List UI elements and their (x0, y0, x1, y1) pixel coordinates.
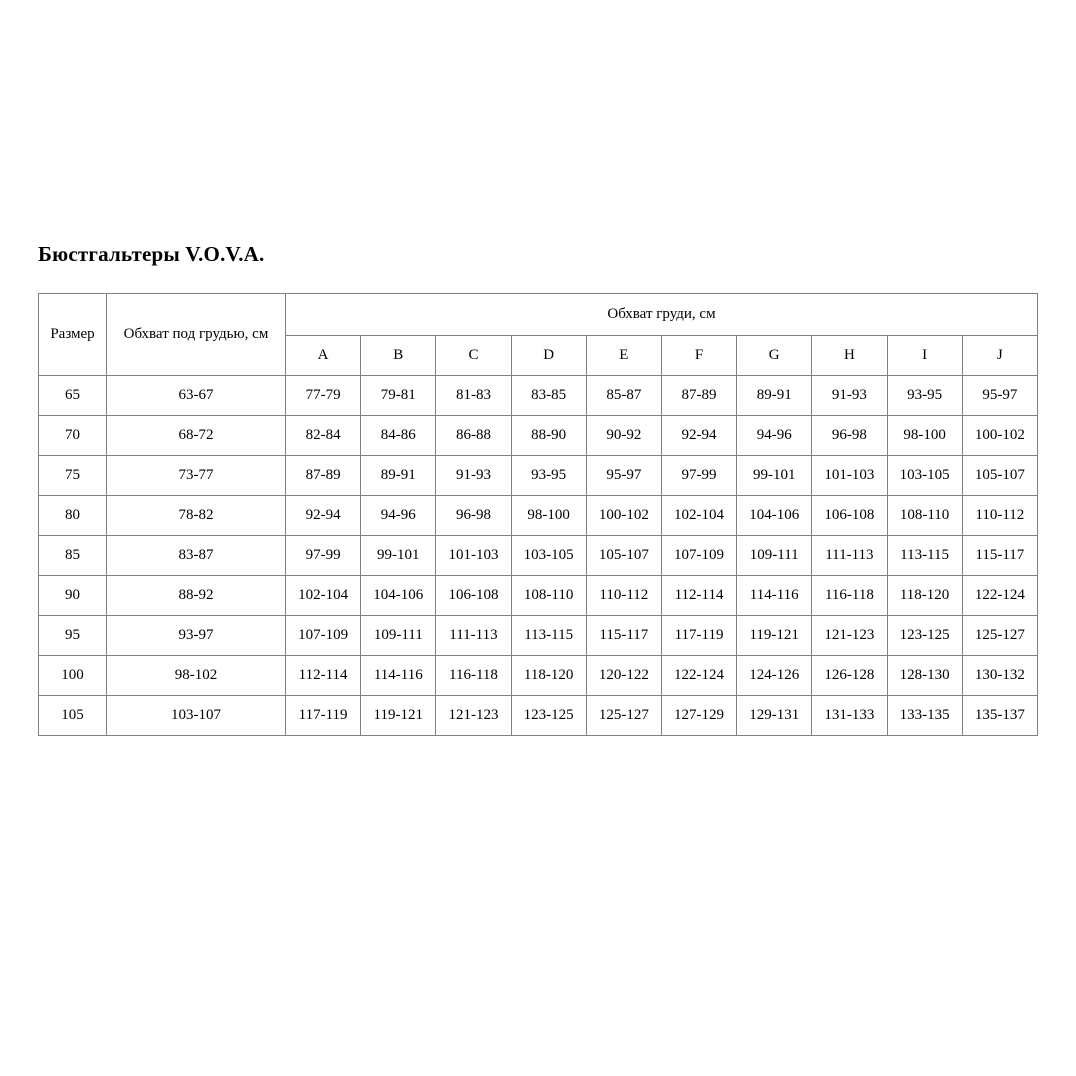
size-cell: 75 (39, 456, 107, 496)
bust-range-cell: 92-94 (286, 496, 361, 536)
bust-range-cell: 104-106 (361, 576, 436, 616)
bust-range-cell: 88-90 (511, 416, 586, 456)
bust-range-cell: 85-87 (586, 376, 661, 416)
cup-column-header-e: E (586, 336, 661, 376)
bust-range-cell: 102-104 (286, 576, 361, 616)
bust-range-cell: 91-93 (436, 456, 511, 496)
bust-range-cell: 91-93 (812, 376, 887, 416)
table-row-size-70 (39, 416, 1038, 456)
underbust-range-cell: 78-82 (107, 496, 286, 536)
bust-range-cell: 118-120 (887, 576, 962, 616)
bust-range-cell: 125-127 (586, 696, 661, 736)
bust-range-cell: 81-83 (436, 376, 511, 416)
bust-range-cell: 89-91 (737, 376, 812, 416)
bust-range-cell: 104-106 (737, 496, 812, 536)
size-cell: 100 (39, 656, 107, 696)
underbust-range-cell: 68-72 (107, 416, 286, 456)
table-row-size-95 (39, 616, 1038, 656)
bust-range-cell: 105-107 (962, 456, 1037, 496)
bust-range-cell: 112-114 (661, 576, 736, 616)
bust-range-cell: 121-123 (812, 616, 887, 656)
bust-range-cell: 100-102 (586, 496, 661, 536)
bust-range-cell: 127-129 (661, 696, 736, 736)
bust-range-cell: 94-96 (361, 496, 436, 536)
bust-range-cell: 119-121 (737, 616, 812, 656)
header-group-row (39, 294, 1038, 336)
bust-range-cell: 98-100 (887, 416, 962, 456)
cup-column-header-g: G (737, 336, 812, 376)
bust-range-cell: 123-125 (887, 616, 962, 656)
cup-column-header-c: C (436, 336, 511, 376)
bust-range-cell: 117-119 (661, 616, 736, 656)
bust-range-cell: 99-101 (361, 536, 436, 576)
bust-range-cell: 86-88 (436, 416, 511, 456)
bust-range-cell: 79-81 (361, 376, 436, 416)
bust-range-cell: 95-97 (586, 456, 661, 496)
bust-range-cell: 106-108 (436, 576, 511, 616)
bust-range-cell: 114-116 (361, 656, 436, 696)
bust-range-cell: 116-118 (436, 656, 511, 696)
bust-range-cell: 122-124 (661, 656, 736, 696)
bust-range-cell: 111-113 (812, 536, 887, 576)
underbust-range-cell: 88-92 (107, 576, 286, 616)
cup-column-header-h: H (812, 336, 887, 376)
underbust-range-cell: 103-107 (107, 696, 286, 736)
bust-range-cell: 99-101 (737, 456, 812, 496)
bust-range-cell: 124-126 (737, 656, 812, 696)
bust-range-cell: 110-112 (586, 576, 661, 616)
size-cell: 70 (39, 416, 107, 456)
size-column-header: Размер (39, 294, 107, 376)
bust-range-cell: 105-107 (586, 536, 661, 576)
size-cell: 65 (39, 376, 107, 416)
bust-range-cell: 100-102 (962, 416, 1037, 456)
bust-range-cell: 130-132 (962, 656, 1037, 696)
bust-range-cell: 83-85 (511, 376, 586, 416)
size-cell: 95 (39, 616, 107, 656)
bust-range-cell: 93-95 (511, 456, 586, 496)
underbust-column-header: Обхват под грудью, см (107, 294, 286, 376)
cup-column-header-j: J (962, 336, 1037, 376)
bust-range-cell: 97-99 (286, 536, 361, 576)
size-chart-table (38, 293, 1038, 736)
table-row-size-65 (39, 376, 1038, 416)
bust-range-cell: 103-105 (887, 456, 962, 496)
bust-range-cell: 108-110 (887, 496, 962, 536)
size-chart-body (39, 376, 1038, 736)
cup-column-header-a: A (286, 336, 361, 376)
table-row-size-100 (39, 656, 1038, 696)
bust-range-cell: 98-100 (511, 496, 586, 536)
bust-range-cell: 135-137 (962, 696, 1037, 736)
bust-range-cell: 93-95 (887, 376, 962, 416)
bust-range-cell: 116-118 (812, 576, 887, 616)
bust-range-cell: 125-127 (962, 616, 1037, 656)
bust-range-cell: 118-120 (511, 656, 586, 696)
table-row-size-80 (39, 496, 1038, 536)
bust-range-cell: 101-103 (812, 456, 887, 496)
bust-range-cell: 96-98 (812, 416, 887, 456)
cup-column-header-d: D (511, 336, 586, 376)
bust-range-cell: 94-96 (737, 416, 812, 456)
underbust-range-cell: 98-102 (107, 656, 286, 696)
bust-range-cell: 121-123 (436, 696, 511, 736)
bust-range-cell: 84-86 (361, 416, 436, 456)
bust-range-cell: 103-105 (511, 536, 586, 576)
bust-range-cell: 102-104 (661, 496, 736, 536)
size-cell: 85 (39, 536, 107, 576)
bust-range-cell: 128-130 (887, 656, 962, 696)
cup-column-header-i: I (887, 336, 962, 376)
size-chart-header (39, 294, 1038, 376)
bust-range-cell: 119-121 (361, 696, 436, 736)
bust-range-cell: 107-109 (661, 536, 736, 576)
underbust-range-cell: 63-67 (107, 376, 286, 416)
bust-range-cell: 90-92 (586, 416, 661, 456)
bust-range-cell: 112-114 (286, 656, 361, 696)
bust-range-cell: 109-111 (737, 536, 812, 576)
bust-range-cell: 101-103 (436, 536, 511, 576)
bust-range-cell: 95-97 (962, 376, 1037, 416)
bust-range-cell: 96-98 (436, 496, 511, 536)
bust-range-cell: 92-94 (661, 416, 736, 456)
cup-column-header-b: B (361, 336, 436, 376)
bust-range-cell: 87-89 (286, 456, 361, 496)
bust-range-cell: 110-112 (962, 496, 1037, 536)
bust-range-cell: 115-117 (586, 616, 661, 656)
bust-range-cell: 108-110 (511, 576, 586, 616)
bust-range-cell: 87-89 (661, 376, 736, 416)
table-row-size-75 (39, 456, 1038, 496)
bust-range-cell: 77-79 (286, 376, 361, 416)
page-title: Бюстгальтеры V.O.V.A. (38, 242, 265, 266)
bust-range-cell: 113-115 (887, 536, 962, 576)
underbust-range-cell: 93-97 (107, 616, 286, 656)
size-cell: 80 (39, 496, 107, 536)
bust-range-cell: 111-113 (436, 616, 511, 656)
bust-range-cell: 115-117 (962, 536, 1037, 576)
bust-range-cell: 117-119 (286, 696, 361, 736)
size-cell: 105 (39, 696, 107, 736)
bust-range-cell: 126-128 (812, 656, 887, 696)
table-row-size-90 (39, 576, 1038, 616)
bust-range-cell: 106-108 (812, 496, 887, 536)
table-row-size-85 (39, 536, 1038, 576)
underbust-range-cell: 83-87 (107, 536, 286, 576)
bust-range-cell: 97-99 (661, 456, 736, 496)
cup-column-header-f: F (661, 336, 736, 376)
bust-range-cell: 122-124 (962, 576, 1037, 616)
bust-range-cell: 107-109 (286, 616, 361, 656)
bust-range-cell: 113-115 (511, 616, 586, 656)
bust-range-cell: 114-116 (737, 576, 812, 616)
bust-range-cell: 89-91 (361, 456, 436, 496)
size-cell: 90 (39, 576, 107, 616)
bust-range-cell: 129-131 (737, 696, 812, 736)
bust-group-header: Обхват груди, см (286, 294, 1038, 336)
bust-range-cell: 131-133 (812, 696, 887, 736)
bust-range-cell: 123-125 (511, 696, 586, 736)
table-row-size-105 (39, 696, 1038, 736)
bust-range-cell: 109-111 (361, 616, 436, 656)
bust-range-cell: 133-135 (887, 696, 962, 736)
underbust-range-cell: 73-77 (107, 456, 286, 496)
bust-range-cell: 120-122 (586, 656, 661, 696)
bust-range-cell: 82-84 (286, 416, 361, 456)
